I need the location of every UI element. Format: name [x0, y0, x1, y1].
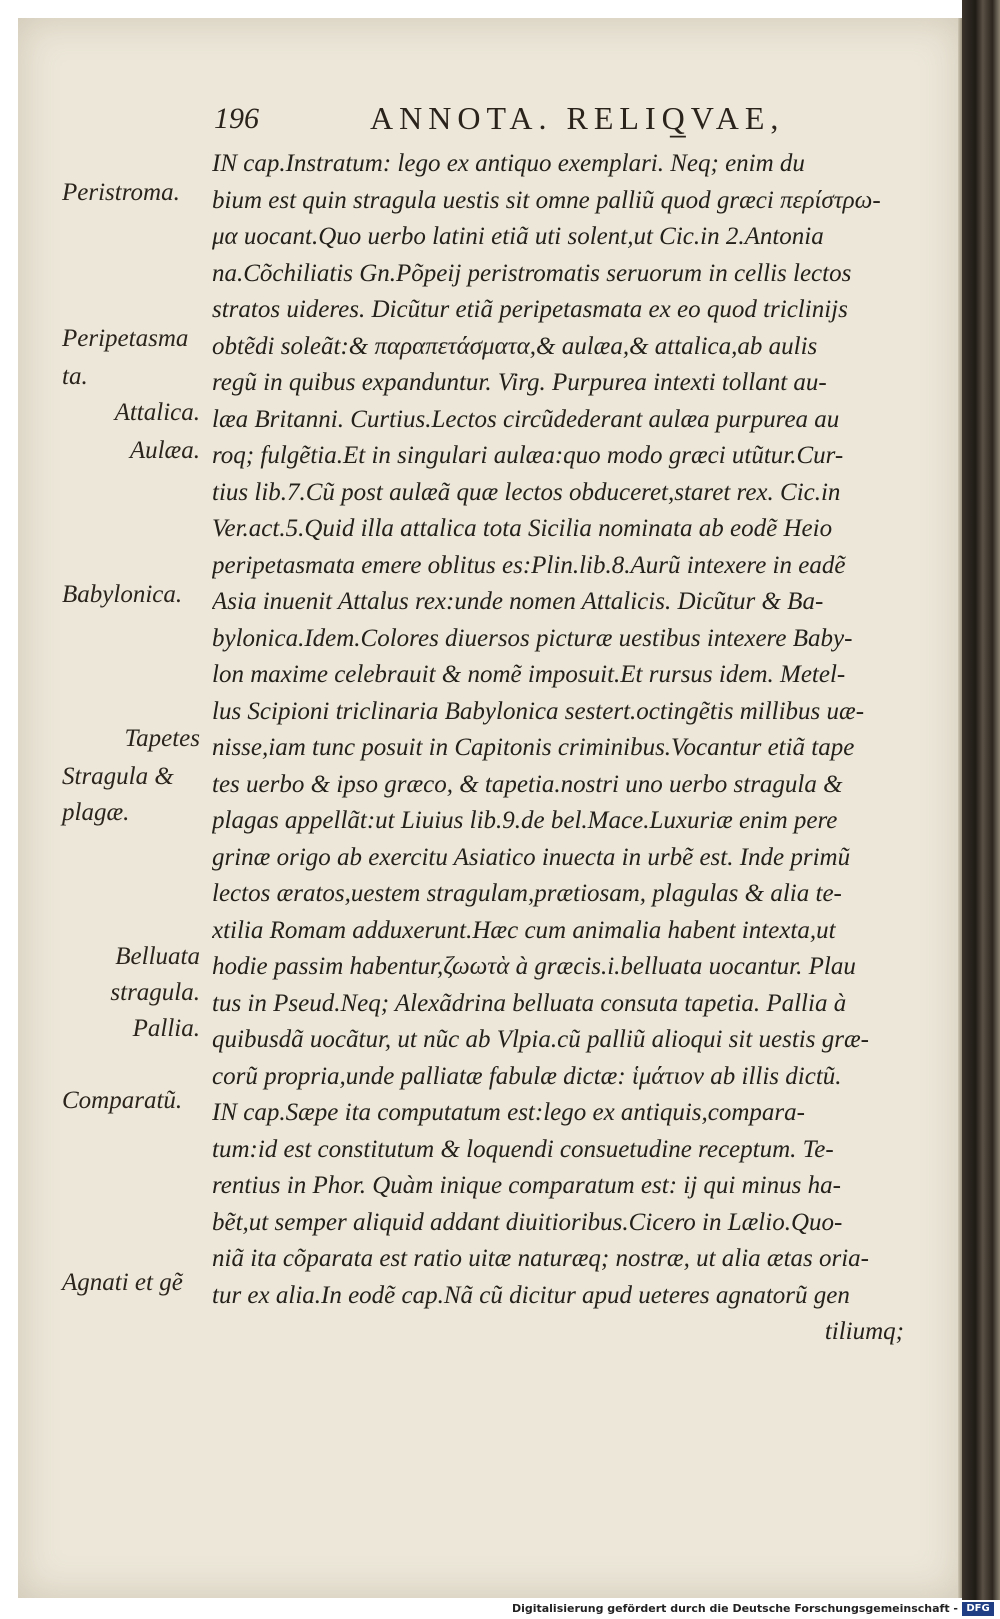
margin-note-plagae: plagæ.	[62, 799, 130, 826]
margin-note-comparatum: Comparatũ.	[62, 1087, 183, 1114]
margin-note-stragula: Stragula &	[62, 763, 174, 790]
digitization-footer	[0, 1600, 1000, 1619]
text-line: tius lib.7.Cũ post aulæã quæ lectos obduceret,staret rex. Cic.in	[212, 478, 841, 506]
text-line: tus in Pseud.Neq; Alexãdrina belluata consuta tapetia. Pallia à	[212, 989, 847, 1017]
text-line: xtilia Romam adduxerunt.Hæc cum animalia habent intexta,ut	[212, 916, 836, 944]
margin-note-tapetes: Tapetes	[124, 725, 200, 752]
page-header	[210, 100, 930, 140]
margin-note-belluata: Belluata	[115, 943, 200, 970]
text-line: tes uerbo & ipso græco, & tapetia.nostri uno uerbo stragula &	[212, 770, 843, 798]
text-line: regũ in quibus expanduntur. Virg. Purpurea intexti tollant au-	[212, 369, 827, 396]
margin-note-peristroma: Peristroma.	[62, 179, 180, 206]
text-line: rentius in Phor. Quàm inique comparatum est: ij qui minus ha-	[212, 1172, 841, 1199]
text-line: IN cap.Instratum: lego ex antiquo exemplari. Neq; enim du	[212, 150, 805, 177]
catchword: tiliumq;	[824, 1318, 904, 1345]
text-line: stratos uideres. Dicũtur etiã peripetasmata ex eo quod triclinijs	[212, 296, 848, 323]
text-line: na.Cõchiliatis Gn.Põpeij peristromatis seruorum in cellis lectos	[212, 259, 852, 287]
text-line: lus Scipioni triclinaria Babylonica sestert.octingẽtis millibus uæ-	[212, 697, 865, 725]
text-line: lectos æratos,uestem stragulam,prætiosam, plagulas & alia te-	[212, 880, 842, 907]
text-line: lon maxime celebrauit & nomẽ imposuit.Et rursus idem. Metel-	[212, 661, 846, 688]
funding-credit: Digitalisierung gefördert durch die Deutsche Forschungsgemeinschaft -	[511, 1602, 958, 1615]
text-line: IN cap.Sæpe ita computatum est:lego ex antiquis,compara-	[212, 1099, 805, 1126]
text-line: bẽt,ut semper aliquid addant diuitioribus.Cicero in Lælio.Quo-	[212, 1208, 843, 1236]
margin-note-pallia: Pallia.	[132, 1015, 200, 1042]
text-line: niã ita cõparata est ratio uitæ naturæq; nostræ, ut alia ætas oria-	[212, 1245, 870, 1272]
text-line: obtẽdi soleãt:& παραπετάσματα,& aulæa,& attalica,ab aulis	[212, 332, 818, 360]
main-text-block	[212, 146, 912, 1351]
text-line: læa Britanni. Curtius.Lectos circũdederant aulæa purpurea au	[212, 405, 840, 433]
text-line: bium est quin stragula uestis sit omne palliũ quod græci περίστρω-	[212, 186, 881, 214]
text-line: grinæ origo ab exercitu Asiatico inuecta in urbẽ est. Inde primũ	[212, 843, 851, 871]
running-head: ANNOTA. RELIQ̲VAE,	[370, 100, 785, 136]
margin-note-stragula-2: stragula.	[110, 979, 200, 1006]
dfg-logo: DFG	[962, 1602, 994, 1616]
text-line: nisse,iam tunc posuit in Capitonis criminibus.Vocantur etiã tape	[212, 734, 855, 761]
margin-note-aulaea: Aulæa.	[129, 437, 200, 464]
page-number: 196	[214, 102, 259, 135]
text-line: corũ propria,unde palliatæ fabulæ dictæ: ἱμάτιον ab illis dictũ.	[212, 1062, 842, 1090]
margin-note-agnati: Agnati et gẽ	[62, 1269, 183, 1296]
text-line: plagas appellãt:ut Liuius lib.9.de bel.Mace.Luxuriæ enim pere	[212, 807, 838, 834]
margin-note-peripetasma: Peripetasma	[62, 325, 189, 352]
text-line: tur ex alia.In eodẽ cap.Nã cũ dicitur apud ueteres agnatorũ gen	[212, 1281, 850, 1309]
text-line: Asia inuenit Attalus rex:unde nomen Attalicis. Dicũtur & Ba-	[212, 588, 824, 615]
text-line: hodie passim habentur,ζωωτὰ à græcis.i.belluata uocantur. Plau	[212, 953, 856, 980]
margin-note-peripetasma-cont: ta.	[62, 363, 88, 390]
text-line: tum:id est constitutum & loquendi consuetudine receptum. Te-	[212, 1135, 834, 1163]
margin-note-babylonica: Babylonica.	[62, 581, 183, 608]
text-line: roq; fulgẽtia.Et in singulari aulæa:quo modo græci utũtur.Cur-	[212, 442, 844, 469]
text-line: quibusdã uocãtur, ut nũc ab Vlpia.cũ palliũ alioqui sit uestis græ-	[212, 1026, 869, 1053]
text-line: peripetasmata emere oblitus es:Plin.lib.8.Aurũ intexere in eadẽ	[212, 551, 846, 579]
margin-note-attalica: Attalica.	[114, 399, 200, 426]
text-line: bylonica.Idem.Colores diuersos picturæ uestibus intexere Baby-	[212, 624, 853, 652]
text-line: μα uocant.Quo uerbo latini etiã uti solent,ut Cic.in 2.Antonia	[212, 223, 824, 250]
text-line: Ver.act.5.Quid illa attalica tota Sicilia nominata ab eodẽ Heio	[212, 515, 833, 542]
book-binding	[962, 0, 1000, 1600]
